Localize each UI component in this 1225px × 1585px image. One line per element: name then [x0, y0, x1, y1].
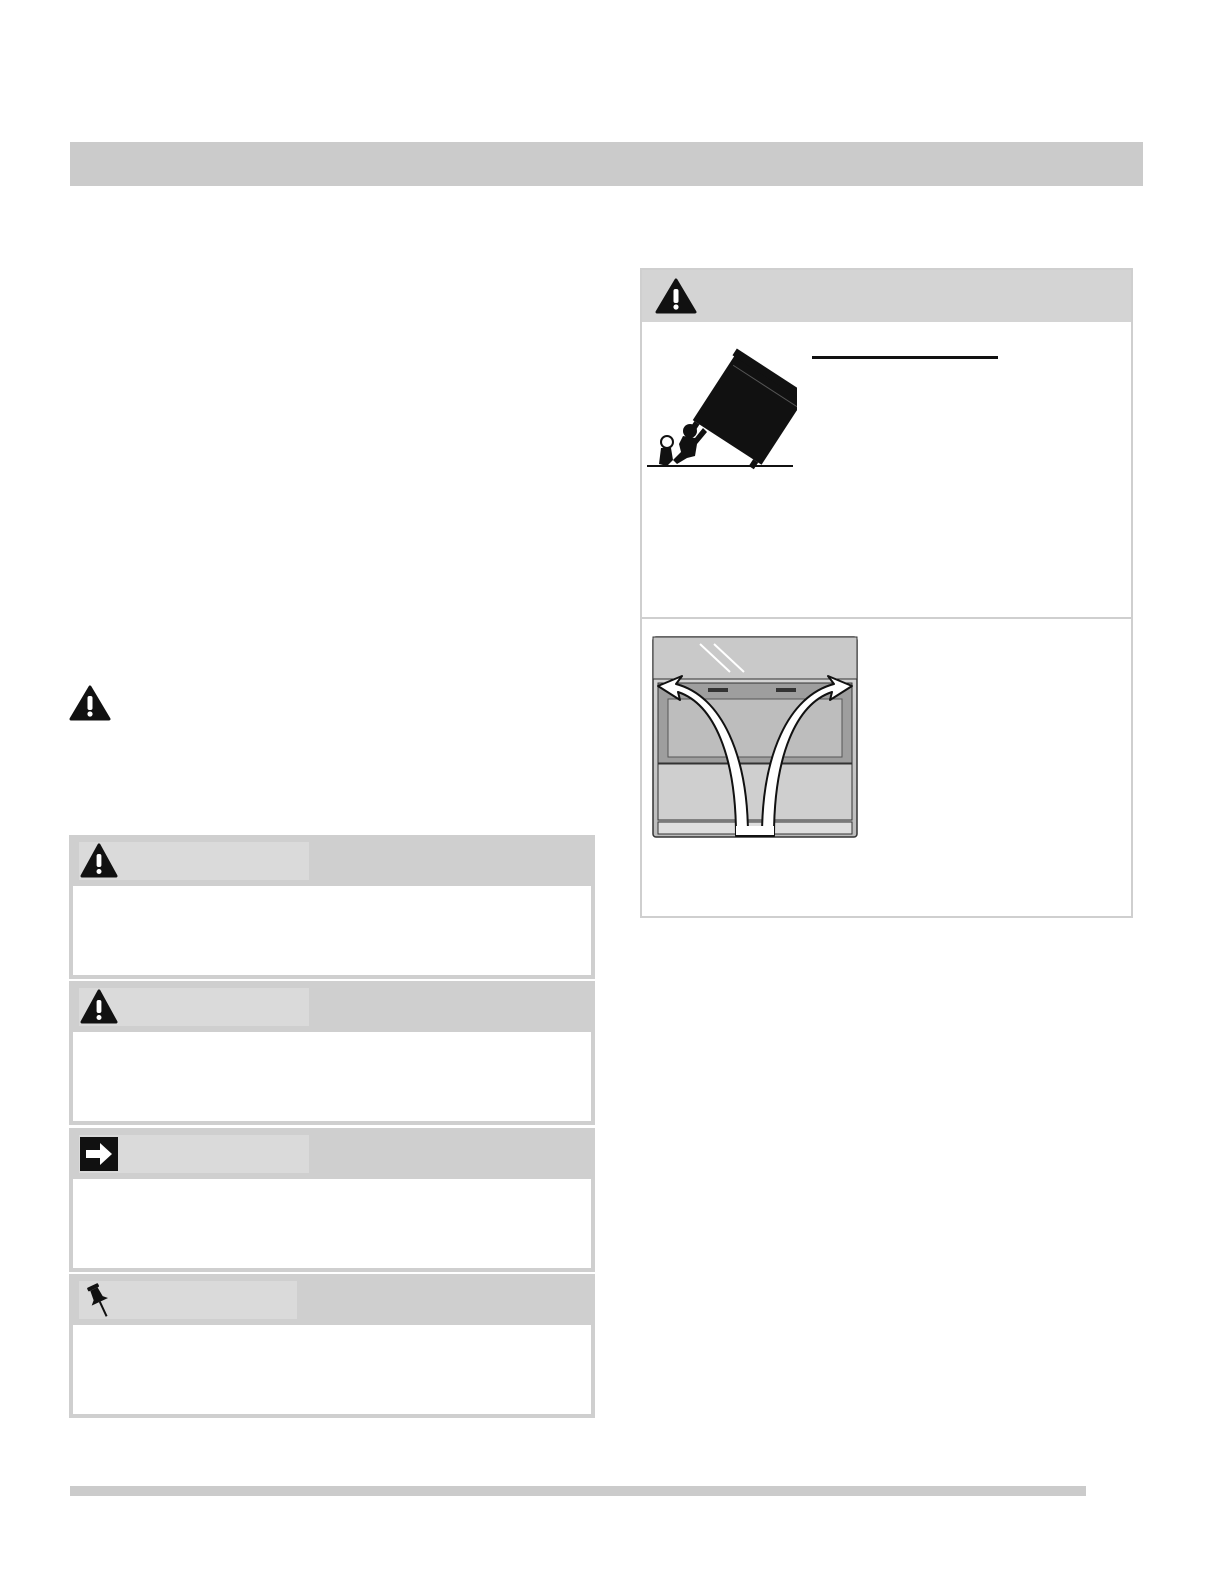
oven-interior-arrows-illustration — [652, 636, 858, 838]
warning-triangle-icon — [79, 842, 119, 880]
footer-bar — [70, 1486, 1086, 1496]
notice-header — [69, 1274, 595, 1325]
pushpin-icon — [79, 1281, 119, 1319]
notice-body — [73, 886, 591, 975]
arrow-right-icon — [79, 1135, 119, 1173]
notice-body — [73, 1325, 591, 1414]
notice-box-note — [69, 1274, 595, 1418]
notice-header — [69, 835, 595, 886]
notice-body — [73, 1032, 591, 1121]
panel-divider — [642, 617, 1131, 619]
header-bar — [70, 142, 1143, 186]
notice-header — [69, 1128, 595, 1179]
panel-header — [642, 270, 1131, 322]
tip-over-warning-panel — [640, 268, 1133, 918]
warning-triangle-icon — [79, 988, 119, 1026]
notice-box-important — [69, 1128, 595, 1272]
warning-triangle-icon — [69, 685, 111, 721]
notice-box-warning — [69, 981, 595, 1125]
notice-box-danger — [69, 835, 595, 979]
child-tipping-range-illustration — [647, 340, 797, 470]
notice-body — [73, 1179, 591, 1268]
warning-triangle-icon — [654, 277, 698, 315]
notice-header — [69, 981, 595, 1032]
heading-underline — [812, 356, 998, 359]
